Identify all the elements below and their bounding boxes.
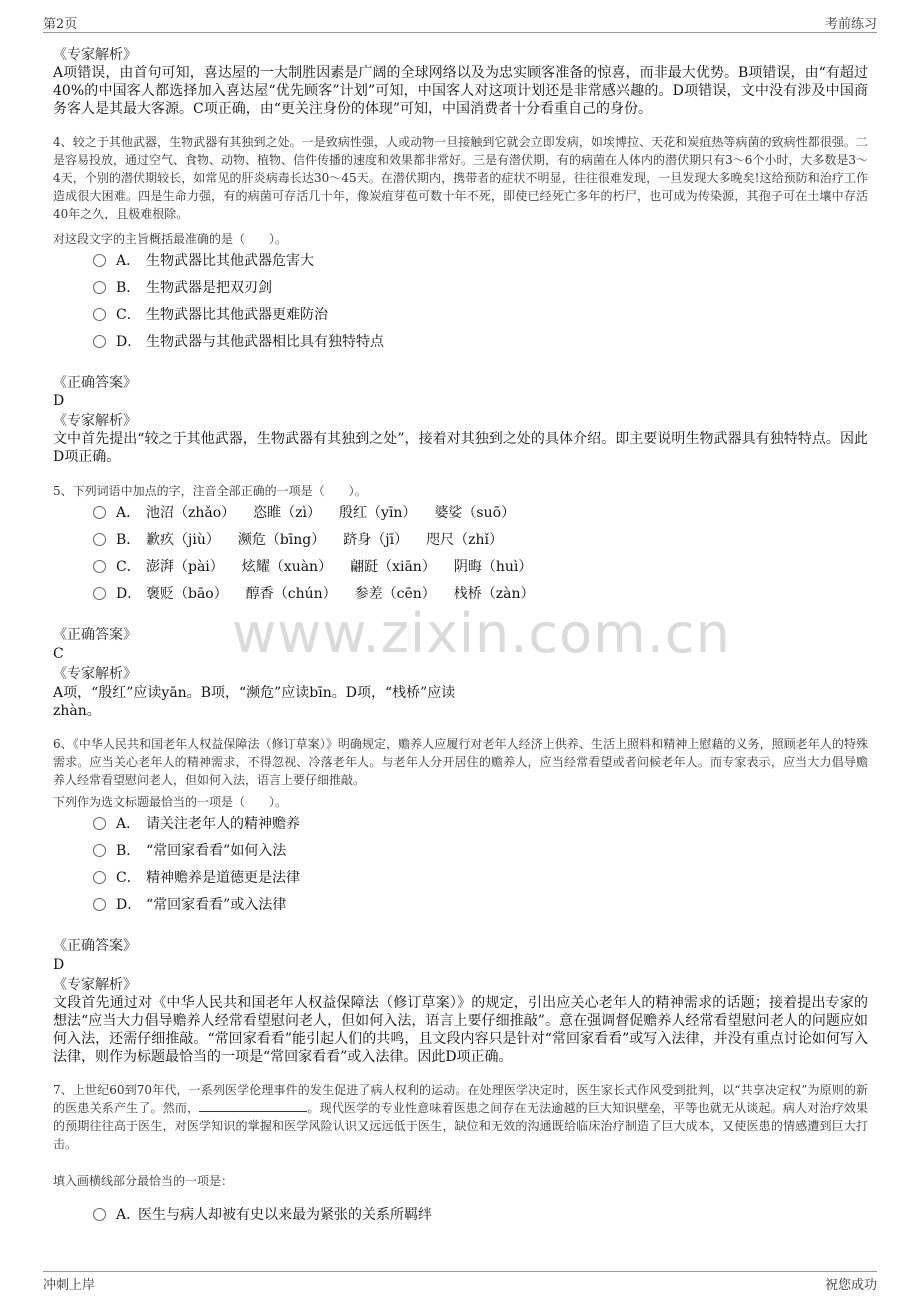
page-number: 第2页 <box>43 17 78 32</box>
radio-icon[interactable] <box>93 308 106 321</box>
q6-answer-tag: 《正确答案》 <box>53 938 137 954</box>
radio-icon[interactable] <box>93 254 106 267</box>
q3-analysis-tag: 《专家解析》 <box>53 47 137 63</box>
q4-answer-tag: 《正确答案》 <box>53 375 137 391</box>
watermark: www.zixin.com.cn <box>232 602 731 665</box>
radio-icon[interactable] <box>93 506 106 519</box>
q4-question: 对这段文字的主旨概括最准确的是（ ）。 <box>53 232 288 246</box>
q6-option-d[interactable]: D． “常回家看看”或入法律 <box>93 895 286 915</box>
radio-icon[interactable] <box>93 871 106 884</box>
q6-option-c[interactable]: C． 精神赡养是道德更是法律 <box>93 868 300 888</box>
q5-answer-tag: 《正确答案》 <box>53 627 137 643</box>
q6-stem: 6、《中华人民共和国老年人权益保障法（修订草案）》明确规定，赡养人应履行对老年人经济上供养、生活上照料和精神上慰藉的义务，照顾老年人的特殊需求。应当关心老年人的精神需求，不得忽视、冷落老年人。与老年人分开居住的赡养人，应当经常看望或者问候老年人。而专家表示，应当大力倡导赡养人经常看望慰问老人，但如何入法，语言上要仔细推敲。 <box>53 737 868 787</box>
q4-stem: 4、较之于其他武器，生物武器有其独到之处。一是致病性强，人或动物一旦接触到它就会立即发病，如埃博拉、天花和炭疽热等病菌的致病性都很强。二是容易投放，通过空气、食物、动物、植物、信件传播的速度和效果都非常好。三是有潜伏期，有的病菌在人体内的潜伏期只有3～6个小时，大多数是3～4天，个别的潜伏期较长，如常见的肝炎病毒长达30～45天。在潜伏期内，携带者的症状不明显，往往很难发现，一旦发现大多晚矣!这给预防和治疗工作造成很大困难。四是生命力强，有的病菌可存活几十年，像炭疽芽苞可数十年不死，即使已经死亡多年的朽尸，也可成为传染源，其孢子可在土壤中存活40年之久，且极难根除。 <box>53 135 868 221</box>
footer-right-text: 祝您成功 <box>824 1278 877 1293</box>
q5-stem: 5、下列词语中加点的字，注音全部正确的一项是（ ）。 <box>53 484 367 498</box>
footer-left-text: 冲刺上岸 <box>43 1278 96 1293</box>
q5-option-c[interactable]: C． 澎湃（pài） 炫耀（xuàn） 翩跹（xiān） 阴晦（huì） <box>93 557 550 577</box>
q4-analysis: 文中首先提出“较之于其他武器，生物武器有其独到之处”，接着对其独到之处的具体介绍。即主要说明生物武器具有独特特点。因此D项正确。 <box>53 431 868 465</box>
radio-icon[interactable] <box>93 335 106 348</box>
q6-option-a[interactable]: A． 请关注老年人的精神赡养 <box>93 814 300 834</box>
radio-icon[interactable] <box>93 587 106 600</box>
q4-option-b[interactable]: B． 生物武器是把双刃剑 <box>93 278 272 298</box>
q6-answer: D <box>53 957 65 973</box>
radio-icon[interactable] <box>93 844 106 857</box>
q6-analysis-tag: 《专家解析》 <box>53 977 137 993</box>
q4-analysis-tag: 《专家解析》 <box>53 413 137 429</box>
q4-answer: D <box>53 393 65 409</box>
radio-icon[interactable] <box>93 560 106 573</box>
header-title: 考前练习 <box>824 17 877 32</box>
radio-icon[interactable] <box>93 898 106 911</box>
q5-analysis-tag: 《专家解析》 <box>53 666 137 682</box>
q5-analysis-line1: A项，“殷红”应读yān。B项，“濒危”应读bīn。D项，“栈桥”应读 <box>53 685 456 701</box>
q4-option-a[interactable]: A． 生物武器比其他武器危害大 <box>93 251 314 271</box>
radio-icon[interactable] <box>93 817 106 830</box>
q3-analysis: A项错误，由首句可知，喜达屋的一大制胜因素是广阔的全球网络以及为忠实顾客准备的惊喜，而非最大优势。B项错误，由“有超过40%的中国客人都选择加入喜达屋“优先顾客”计划”可知，中国客人对这项计划还是非常感兴趣的。D项错误，文中没有涉及中国商务客人是其最大客源。C项正确，由“更关注身份的体现”可知，中国消费者十分看重自己的身份。 <box>53 65 868 117</box>
q5-option-d[interactable]: D． 褒贬（bāo） 醇香（chún） 参差（cēn） 栈桥（zàn） <box>93 584 553 604</box>
page-header <box>43 12 877 33</box>
q4-option-c[interactable]: C． 生物武器比其他武器更难防治 <box>93 305 328 325</box>
q5-option-a[interactable]: A． 池沼（zhǎo） 恣睢（zì） 殷红（yīn） 婆娑（suō） <box>93 503 533 523</box>
q5-option-b[interactable]: B． 歉疚（jiù） 濒危（bīng） 跻身（jī） 咫尺（zhǐ） <box>93 530 521 550</box>
q4-option-d[interactable]: D． 生物武器与其他武器相比具有独特特点 <box>93 332 384 352</box>
q7-option-a[interactable]: A．医生与病人却被有史以来最为紧张的关系所羁绊 <box>93 1205 432 1225</box>
radio-icon[interactable] <box>93 281 106 294</box>
q6-question: 下列作为选文标题最恰当的一项是（ ）。 <box>53 795 288 809</box>
fill-blank <box>199 1099 307 1112</box>
page-footer <box>43 1271 877 1292</box>
q6-analysis: 文段首先通过对《中华人民共和国老年人权益保障法（修订草案）》的规定，引出应关心老年人的精神需求的话题；接着提出专家的想法“应当大力倡导赡养人经常看望慰问老人，但如何入法，语言上要仔细推敲”。意在强调督促赡养人经常看望慰问老人的问题应如何入法，还需仔细推敲。“常回家看看”能引起人们的共鸣，且文段内容只是针对“常回家看看”或写入法律，并没有重点讨论如何写入法律，则作为标题最恰当的一项是“常回家看看”或入法律。因此D项正确。 <box>53 995 868 1065</box>
q7-stem: 7、上世纪60到70年代，一系列医学伦理事件的发生促进了病人权利的运动。在处理医学决定时，医生家长式作风受到批判，以“共享决定权”为原则的新的医患关系产生了。然而， 。现代医学的专业性意味着医患之间存在无法逾越的巨大知识壁垒，平等也就无从谈起。病人对治疗效果的预期往往高于医生，对医学知识的掌握和医学风险认识又远远低于医生，缺位和无效的沟通既给临床治疗制造了巨大成本，又使医患的情感遭到巨大打击。 <box>53 1083 868 1151</box>
q7-question: 填入画横线部分最恰当的一项是： <box>53 1174 234 1188</box>
radio-icon[interactable] <box>93 533 106 546</box>
q6-option-b[interactable]: B． “常回家看看”如何入法 <box>93 841 286 861</box>
q5-analysis-line2: zhàn。 <box>53 703 101 719</box>
radio-icon[interactable] <box>93 1208 106 1221</box>
q5-answer: C <box>53 646 64 662</box>
